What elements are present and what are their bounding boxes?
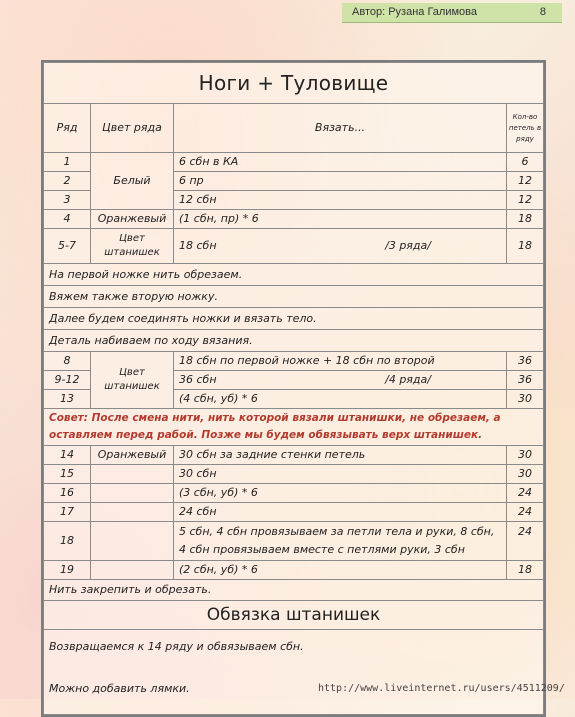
row-count: 12: [506, 191, 543, 210]
row-note: /4 ряда/: [385, 373, 431, 386]
note-text: Можно добавить лямки.: [49, 682, 190, 695]
table-row: [44, 561, 544, 580]
note-text: Далее будем соединять ножки и вязать тело.: [44, 308, 544, 330]
row-instruction: (2 сбн, уб) * 6: [174, 561, 507, 580]
table-row: [44, 229, 544, 264]
table-row: [44, 465, 544, 484]
row-count: 24: [506, 484, 543, 503]
table-row: [44, 446, 544, 465]
row-instruction: [174, 522, 507, 561]
table-header-row: [44, 104, 544, 153]
page-header: [342, 3, 562, 23]
watermark-url: http://www.liveinternet.ru/users/4511209/: [318, 683, 565, 694]
row-color: [91, 484, 174, 503]
row-number: 19: [44, 561, 91, 580]
table-row: [44, 352, 544, 371]
row-color: Оранжевый: [91, 446, 174, 465]
row-number: 16: [44, 484, 91, 503]
row-instruction-text: 36 сбн: [179, 373, 217, 386]
table-row: [44, 153, 544, 172]
advice-text: Совет: После смена нити, нить которой вязали штанишки, не обрезаем, а оставляем перед рабой. Позже мы будем обвязывать верх штанишек.: [44, 409, 544, 446]
row-number: 18: [44, 522, 91, 561]
row-instruction: 6 пр: [174, 172, 507, 191]
row-count: 30: [506, 390, 543, 409]
table-row: [44, 503, 544, 522]
row-number: 2: [44, 172, 91, 191]
section-title: Ноги + Туловище: [44, 63, 544, 104]
row-count: 24: [506, 522, 543, 561]
row-number: 8: [44, 352, 91, 371]
pattern-table: [43, 62, 544, 715]
row-color: Белый: [91, 153, 174, 210]
row-count: 18: [506, 229, 543, 264]
col-header-count: Кол-во петель в ряду: [506, 104, 543, 153]
note-row: [44, 264, 544, 286]
row-color: [91, 522, 174, 561]
row-instruction-text: 18 сбн: [179, 239, 217, 252]
row-count: 12: [506, 172, 543, 191]
row-color: [91, 561, 174, 580]
note-text: Вяжем также вторую ножку.: [44, 286, 544, 308]
table-row: [44, 484, 544, 503]
row-count: 24: [506, 503, 543, 522]
row-number: 5-7: [44, 229, 91, 264]
row-instruction: 12 сбн: [174, 191, 507, 210]
row-color: Цвет штанишек: [91, 352, 174, 409]
row-number: 4: [44, 210, 91, 229]
note-text: На первой ножке нить обрезаем.: [44, 264, 544, 286]
row-instruction: [174, 229, 507, 264]
row-instruction: (1 сбн, пр) * 6: [174, 210, 507, 229]
row-instruction: 24 сбн: [174, 503, 507, 522]
row-number: 13: [44, 390, 91, 409]
row-number: 15: [44, 465, 91, 484]
note-row: [44, 286, 544, 308]
note-row: [44, 308, 544, 330]
row-count: 36: [506, 371, 543, 390]
binding-notes: [44, 630, 544, 715]
row-instruction: 18 сбн по первой ножке + 18 сбн по второй: [174, 352, 507, 371]
row-count: 30: [506, 446, 543, 465]
table-row: [44, 522, 544, 561]
row-number: 14: [44, 446, 91, 465]
col-header-row: Ряд: [44, 104, 91, 153]
row-color: Цвет штанишек: [91, 229, 174, 264]
row-count: 6: [506, 153, 543, 172]
row-color: [91, 465, 174, 484]
row-count: 30: [506, 465, 543, 484]
closing-text: Нить закрепить и обрезать.: [44, 580, 544, 601]
row-instruction: 30 сбн: [174, 465, 507, 484]
row-instruction: 6 сбн в КА: [174, 153, 507, 172]
row-number: 1: [44, 153, 91, 172]
note-text: Деталь набиваем по ходу вязания.: [44, 330, 544, 352]
advice-row: [44, 409, 544, 446]
note-row: [44, 630, 544, 715]
author-label: Автор: Рузана Галимова: [352, 6, 477, 18]
note-text: Возвращаемся к 14 ряду и обвязываем сбн.: [49, 640, 304, 653]
row-color: Оранжевый: [91, 210, 174, 229]
row-number: 9-12: [44, 371, 91, 390]
row-instruction: (4 сбн, уб) * 6: [174, 390, 507, 409]
pattern-sheet: [41, 60, 546, 717]
row-number: 3: [44, 191, 91, 210]
row-note: /3 ряда/: [385, 239, 431, 252]
note-row: [44, 330, 544, 352]
col-header-color: Цвет ряда: [91, 104, 174, 153]
row-count: 18: [506, 561, 543, 580]
section-title: Обвязка штанишек: [44, 601, 544, 630]
row-instruction-line: 5 сбн, 4 сбн провязываем за петли тела и руки, 8 сбн,: [179, 525, 495, 538]
page-number: 8: [539, 6, 546, 18]
row-instruction: [174, 371, 507, 390]
row-number: 17: [44, 503, 91, 522]
table-row: [44, 210, 544, 229]
row-count: 36: [506, 352, 543, 371]
note-row: [44, 580, 544, 601]
row-instruction-line: 4 сбн провязываем вместе с петлями руки, 3 сбн: [179, 543, 465, 556]
col-header-knit: Вязать...: [174, 104, 507, 153]
row-instruction: 30 сбн за задние стенки петель: [174, 446, 507, 465]
row-instruction: (3 сбн, уб) * 6: [174, 484, 507, 503]
row-count: 18: [506, 210, 543, 229]
row-color: [91, 503, 174, 522]
